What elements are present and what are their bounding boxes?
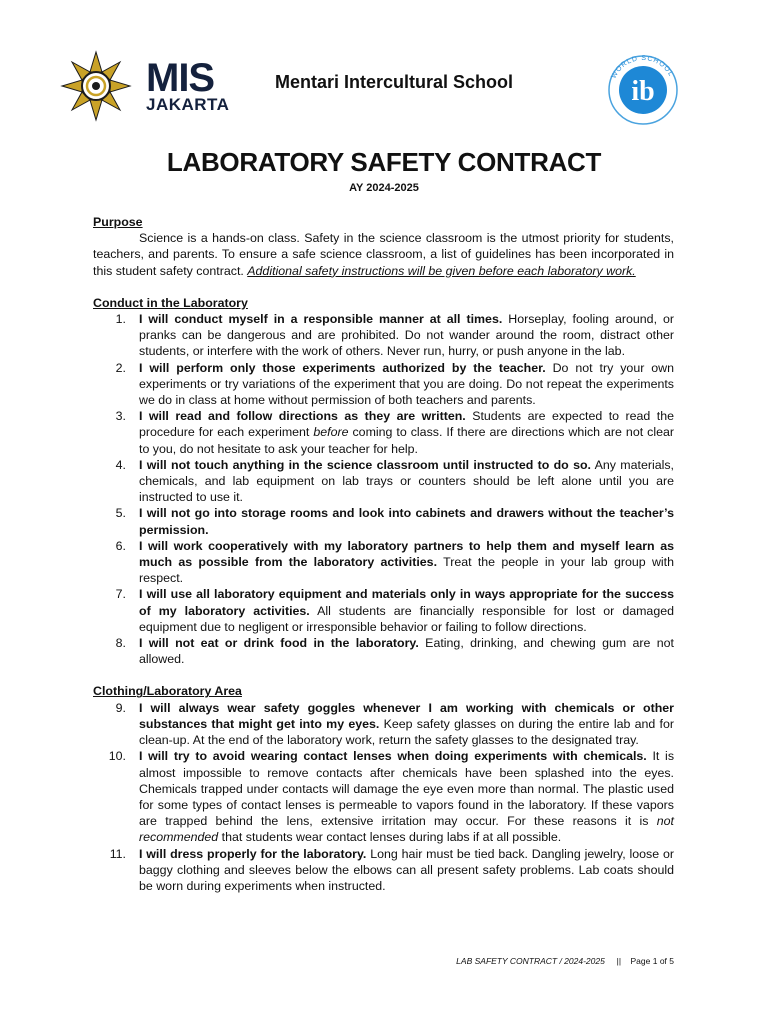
logo-jakarta-text: JAKARTA bbox=[146, 95, 230, 114]
page-number: Page 1 of 5 bbox=[630, 956, 674, 966]
list-item: 9. I will always wear safety goggles whenever I am working with chemicals or other substances that might get into my eyes. Keep safety glasses on during the entire lab and for clean-up. At the end of the laboratory work, return the safety glasses to the designated tray. bbox=[115, 700, 674, 748]
school-name: Mentari Intercultural School bbox=[275, 72, 514, 92]
list-item: 2. I will perform only those experiments authorized by the teacher. Do not try your own experiments or try variations of the experiment that you are doing. Do not repeat the experiments we do in class at home without permission of both teachers and parents. bbox=[115, 360, 674, 408]
purpose-text: Science is a hands-on class. Safety in the science classroom is the utmost priority for students, teachers, and parents. To ensure a safe science classroom, a list of guidelines has been incorporated in this student safety contract. bbox=[93, 231, 674, 278]
conduct-heading: Conduct in the Laboratory bbox=[93, 295, 248, 310]
logo-mis-text: MIS bbox=[146, 56, 215, 100]
ib-world-school-logo bbox=[601, 50, 685, 126]
document-body bbox=[93, 214, 674, 894]
footer-doc-title: LAB SAFETY CONTRACT / 2024-2025 bbox=[456, 956, 605, 966]
document-title: LABORATORY SAFETY CONTRACT bbox=[166, 147, 602, 177]
ib-mark-text: ib bbox=[631, 76, 655, 107]
list-item: 6. I will work cooperatively with my laboratory partners to help them and myself learn as much as possible from the laboratory activities. Treat the people in your lab group with respect. bbox=[115, 538, 674, 586]
footer-separator: || bbox=[616, 956, 622, 966]
list-item: 11. I will dress properly for the laboratory. Long hair must be tied back. Dangling jewelry, loose or baggy clothing and sleeves below the elbows can all present safety problems. Lab coats should be worn during experiments when instructed. bbox=[109, 846, 674, 893]
mis-logo bbox=[58, 50, 238, 122]
clothing-list bbox=[93, 700, 674, 894]
purpose-paragraph bbox=[93, 230, 674, 279]
academic-year: AY 2024-2025 bbox=[349, 182, 419, 194]
sun-emblem-icon bbox=[58, 50, 136, 122]
page-footer bbox=[456, 956, 674, 966]
list-item: 10. I will try to avoid wearing contact lenses when doing experiments with chemicals. It is almost impossible to remove contacts after chemicals have been splashed into the eyes. Chemicals trapped under contacts will damage the eye even more than normal. The plastic used for some types of contact lenses is permeable to vapors found in the laboratory. If these vapors are trapped behind the lens, extensive irritation may occur. For these reasons it is not recommended that students wear contact lenses during labs if at all possible. bbox=[108, 749, 675, 845]
list-item: 1. I will conduct myself in a responsible manner at all times. Horseplay, fooling around, or pranks can be dangerous and are prohibited. Do not wander around the room, distract other students, or interfere with the work of others. Never run, hurry, or push anyone in the lab. bbox=[115, 312, 674, 359]
list-item: 3. I will read and follow directions as they are written. Students are expected to read the procedure for each experiment before coming to class. If there are directions which are not clear to you, do not hesitate to ask your teacher for help. bbox=[115, 409, 674, 456]
list-item: 7. I will use all laboratory equipment and materials only in ways appropriate for the success of my laboratory activities. All students are financially responsible for lost or damaged equipment due to negligent or irresponsible behavior or failing to follow directions. bbox=[115, 587, 674, 634]
purpose-note: Additional safety instructions will be given before each laboratory work. bbox=[247, 263, 636, 278]
clothing-heading: Clothing/Laboratory Area bbox=[93, 684, 242, 699]
list-item: 8. I will not eat or drink food in the laboratory. Eating, drinking, and chewing gum are not allowed. bbox=[115, 636, 674, 667]
conduct-list bbox=[93, 311, 674, 667]
ib-world-school-text: WORLD SCHOOL bbox=[610, 54, 675, 80]
list-item: 5. I will not go into storage rooms and look into cabinets and drawers without the teacher’s permission. bbox=[115, 506, 674, 537]
list-item: 4. I will not touch anything in the science classroom until instructed to do so. Any materials, chemicals, and lab equipment on lab trays or counters should be left alone until you are instructed to use it. bbox=[115, 457, 674, 505]
purpose-heading: Purpose bbox=[93, 215, 143, 229]
